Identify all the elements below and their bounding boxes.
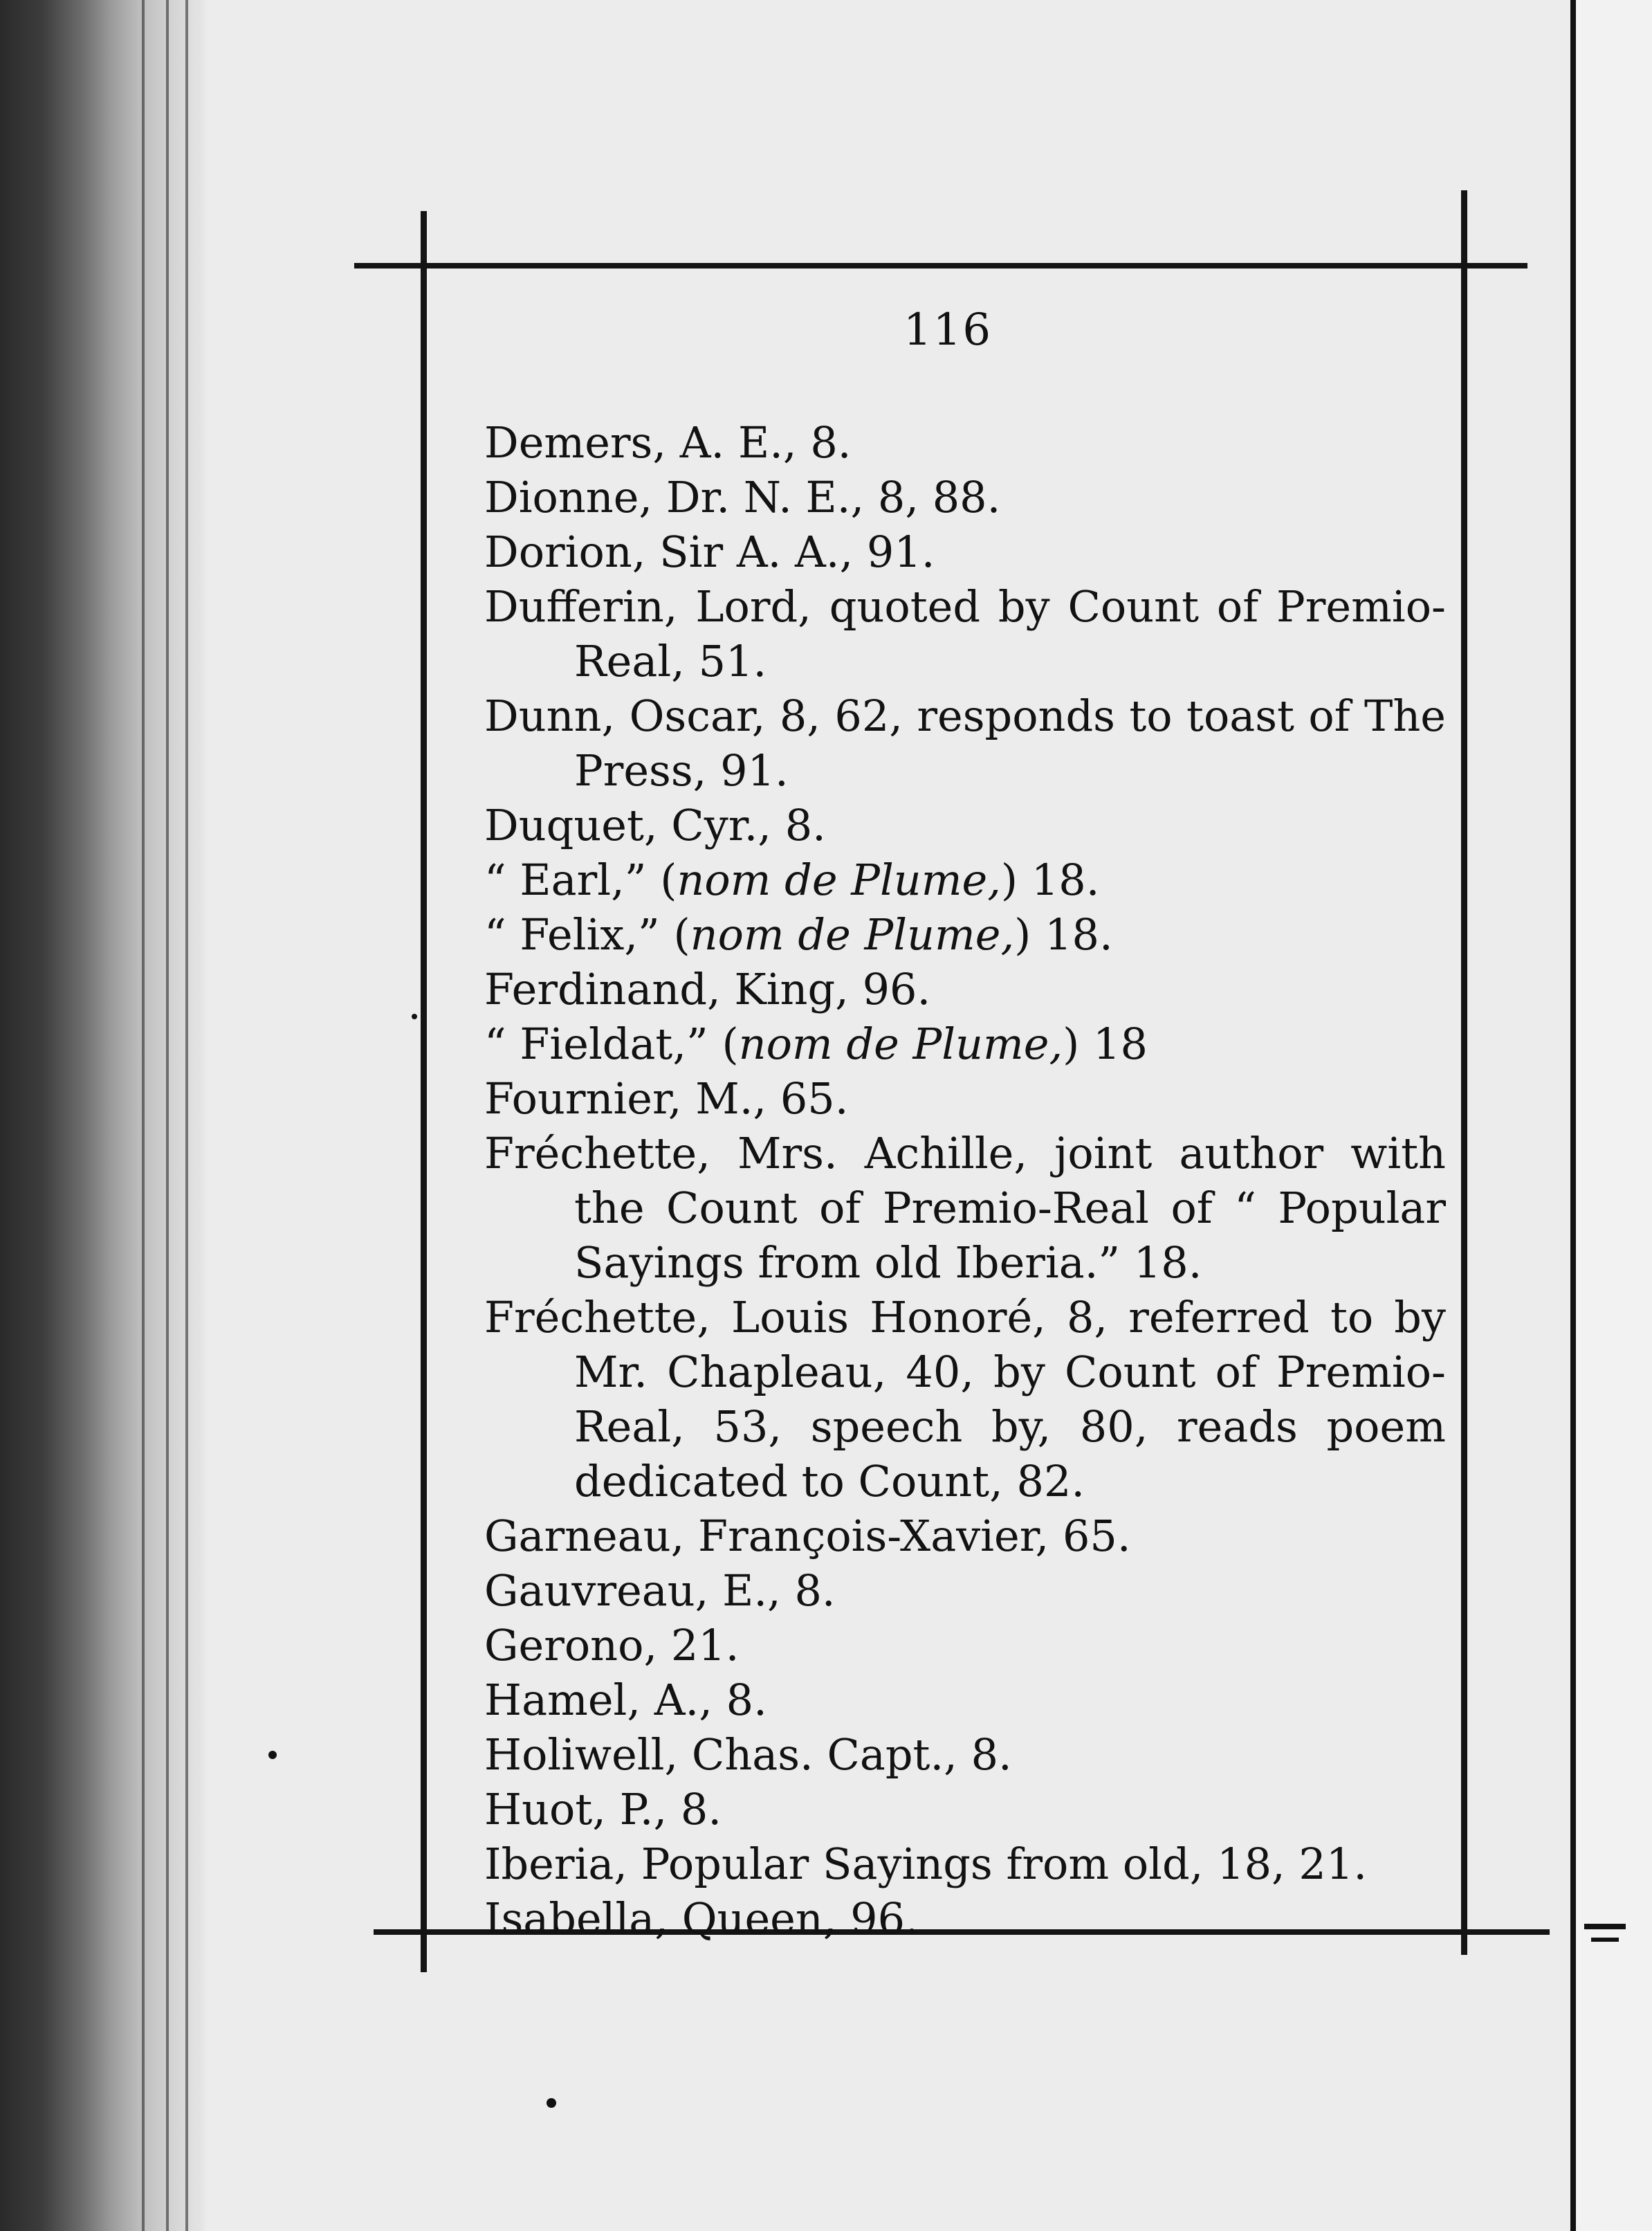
- index-entries: [484, 415, 1446, 1946]
- index-entry: Hamel, A., 8.: [484, 1675, 767, 1725]
- entry-page-ref: ) 18: [1063, 1019, 1148, 1069]
- left-rule: [421, 211, 427, 1972]
- pen-name-note: nom de Plume,: [690, 909, 1015, 960]
- entry-page-ref: ) 18.: [1014, 909, 1113, 960]
- index-entry: Isabella, Queen, 96.: [484, 1893, 919, 1944]
- entry-page-ref: ) 18.: [1000, 855, 1100, 905]
- index-entry: Fréchette, Louis Honoré, 8, referred to by Mr. Chapleau, 40, by Count of Premio-Real, 53, speech by, 80, reads poem dedicated to Count, 82.: [484, 1292, 1446, 1506]
- pen-name-note: nom de Plume,: [677, 855, 1001, 905]
- adjacent-page-mark: [1591, 1938, 1619, 1942]
- index-entry: Huot, P., 8.: [484, 1784, 722, 1834]
- adjacent-page-edge: [1570, 0, 1652, 2231]
- index-entry: Iberia, Popular Sayings from old, 18, 21.: [484, 1839, 1368, 1889]
- top-rule: [354, 263, 1527, 268]
- page-edge-line: [166, 0, 169, 2231]
- index-entry: Garneau, François-Xavier, 65.: [484, 1511, 1131, 1561]
- ink-speck: [268, 1751, 277, 1759]
- index-entry: [484, 853, 1446, 907]
- index-entry: Holiwell, Chas. Capt., 8.: [484, 1729, 1012, 1780]
- index-entry: Ferdinand, King, 96.: [484, 964, 931, 1014]
- pen-name-note: nom de Plume,: [738, 1019, 1063, 1069]
- index-entry: Dionne, Dr. N. E., 8, 88.: [484, 472, 1001, 522]
- index-entry: Dorion, Sir A. A., 91.: [484, 527, 935, 577]
- page-number: 116: [903, 304, 993, 356]
- index-entry: [484, 907, 1446, 962]
- index-entry: Dunn, Oscar, 8, 62, responds to toast of The Press, 91.: [484, 691, 1446, 796]
- index-entry: [484, 1017, 1446, 1071]
- index-entry: Gauvreau, E., 8.: [484, 1565, 836, 1616]
- index-entry: Dufferin, Lord, quoted by Count of Premio-Real, 51.: [484, 581, 1446, 686]
- page-edge-line: [185, 0, 188, 2231]
- book-binding-shadow: [0, 0, 208, 2231]
- index-entry: Gerono, 21.: [484, 1620, 740, 1670]
- entry-name: “ Fieldat,” (: [484, 1019, 739, 1069]
- right-rule: [1461, 190, 1467, 1955]
- ink-speck: [547, 2098, 556, 2108]
- index-entry: Demers, A. E., 8.: [484, 417, 852, 468]
- adjacent-page-mark: [1584, 1924, 1626, 1929]
- index-entry: Fournier, M., 65.: [484, 1073, 849, 1124]
- page-edge-line: [142, 0, 145, 2231]
- entry-name: “ Felix,” (: [484, 909, 690, 960]
- index-entry: Fréchette, Mrs. Achille, joint author with the Count of Premio-Real of “ Popular Sayings from old Iberia.” 18.: [484, 1128, 1446, 1288]
- ink-speck: [412, 1014, 417, 1019]
- index-entry: Duquet, Cyr., 8.: [484, 800, 826, 850]
- entry-name: “ Earl,” (: [484, 855, 677, 905]
